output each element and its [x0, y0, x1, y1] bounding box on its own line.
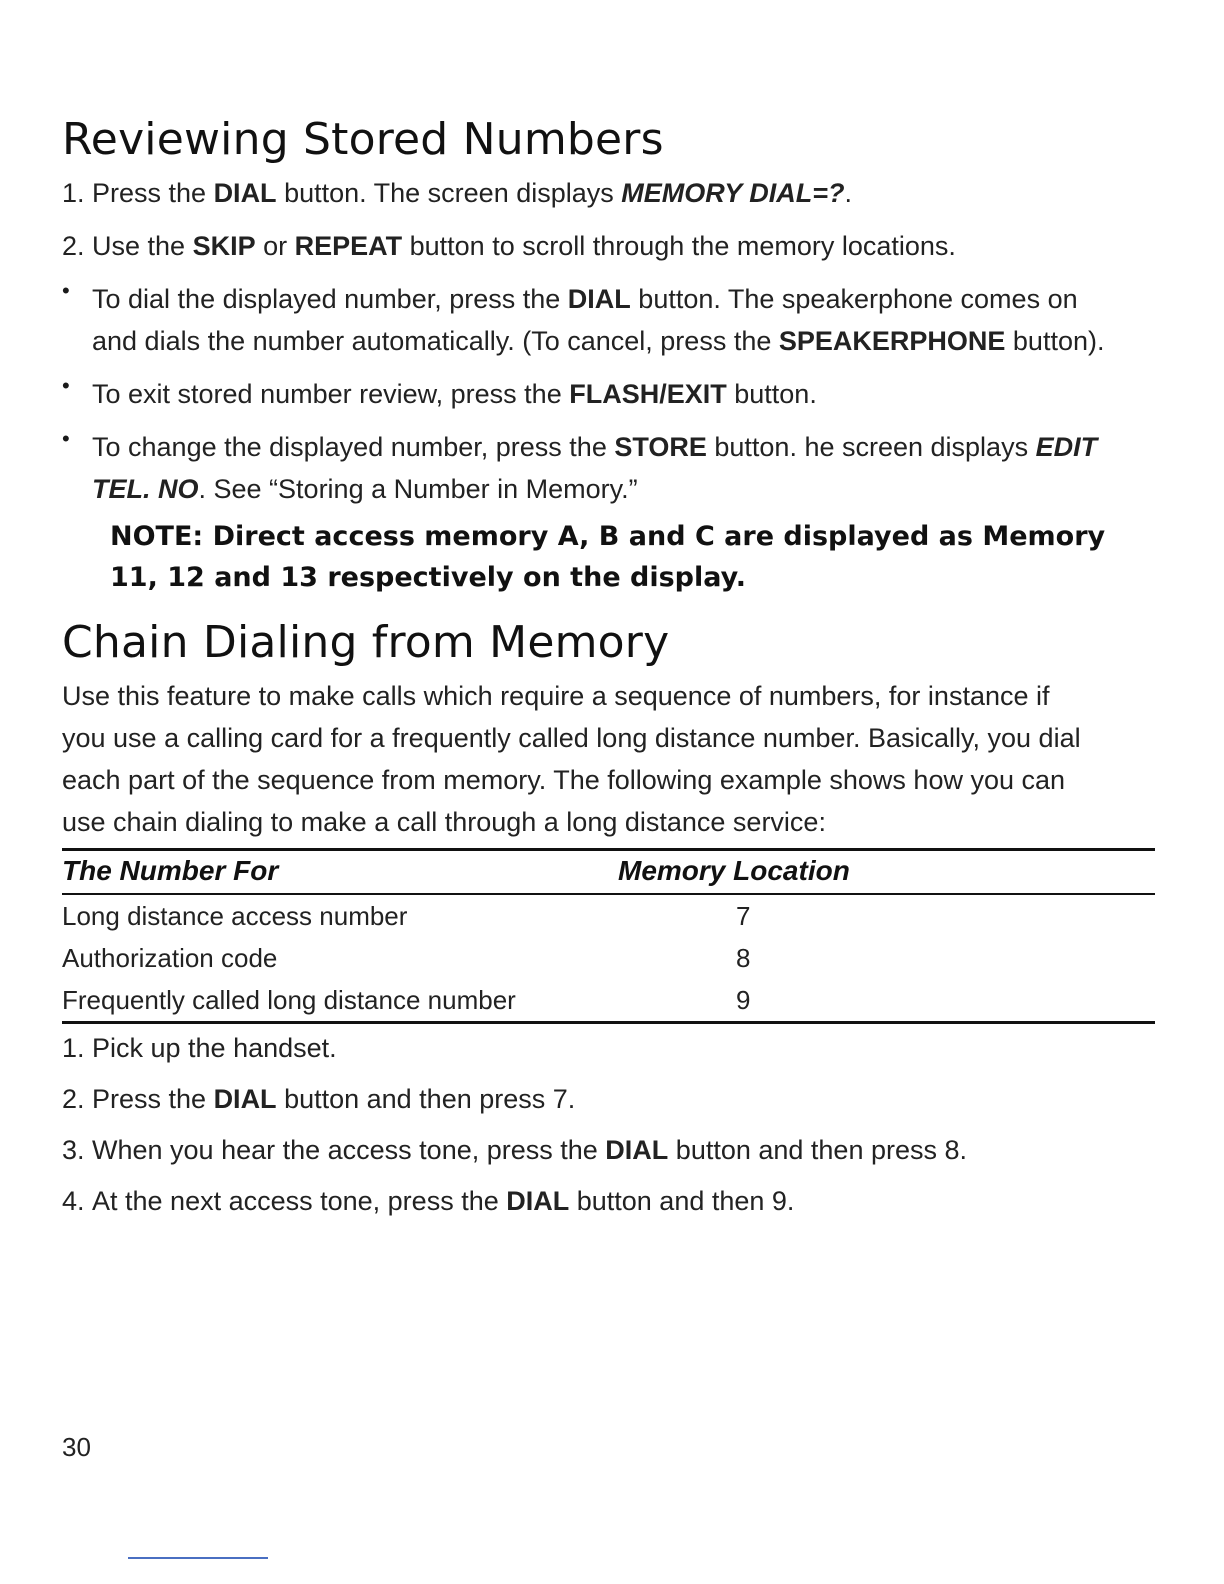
table-row [62, 937, 1155, 979]
review-bullet-change: • To change the displayed number, press the STORE button. he screen displays EDIT TEL. NO. See “Storing a Number in Memory.” [62, 426, 1104, 510]
cell-number-for: Authorization code [62, 942, 278, 973]
section-title-reviewing: Reviewing Stored Numbers [62, 114, 664, 165]
memory-location-table [62, 848, 1155, 1024]
note-direct-access: NOTE: Direct access memory A, B and C are displayed as Memory 11, 12 and 13 respectively on the display. [110, 521, 1106, 593]
header-number-for: The Number For [62, 850, 618, 895]
cell-memory-location: 9 [618, 979, 1155, 1023]
review-step-1: 1. Press the DIAL button. The screen displays MEMORY DIAL=?. [62, 178, 853, 208]
header-memory-location: Memory Location [618, 850, 1155, 895]
chain-steps [62, 1027, 967, 1231]
review-instructions [62, 172, 1104, 521]
review-step-2: 2. Use the SKIP or REPEAT button to scroll through the memory locations. [62, 231, 956, 261]
chain-step-4: 4. At the next access tone, press the DIAL button and then 9. [62, 1186, 795, 1216]
chain-intro-paragraph: Use this feature to make calls which require a sequence of numbers, for instance if you use a calling card for a frequently called long distance number. Basically, you dial each part of the sequence from memory. The following example shows how you can use chain dialing to make a call through a long distance service: [62, 681, 1081, 837]
cell-number-for: Long distance access number [62, 900, 408, 931]
review-bullet-dial: • To dial the displayed number, press the DIAL button. The speakerphone comes on and dials the number automatically. (To cancel, press the SPEAKERPHONE button). [62, 278, 1104, 362]
table-row [62, 894, 1155, 937]
table-header-row [62, 850, 1155, 895]
cell-memory-location: 8 [736, 942, 751, 973]
chain-step-3: 3. When you hear the access tone, press the DIAL button and then press 8. [62, 1135, 968, 1165]
page-number: 30 [62, 1432, 91, 1462]
section-title-chain-dialing: Chain Dialing from Memory [62, 617, 670, 668]
bottom-divider [128, 1557, 268, 1559]
review-bullet-exit: • To exit stored number review, press the FLASH/EXIT button. [62, 373, 1104, 415]
table-row [62, 979, 1155, 1023]
cell-memory-location: 7 [736, 900, 751, 931]
cell-number-for: Frequently called long distance number [62, 979, 618, 1023]
chain-step-1: 1. Pick up the handset. [62, 1033, 337, 1063]
chain-step-2: 2. Press the DIAL button and then press 7. [62, 1084, 576, 1114]
